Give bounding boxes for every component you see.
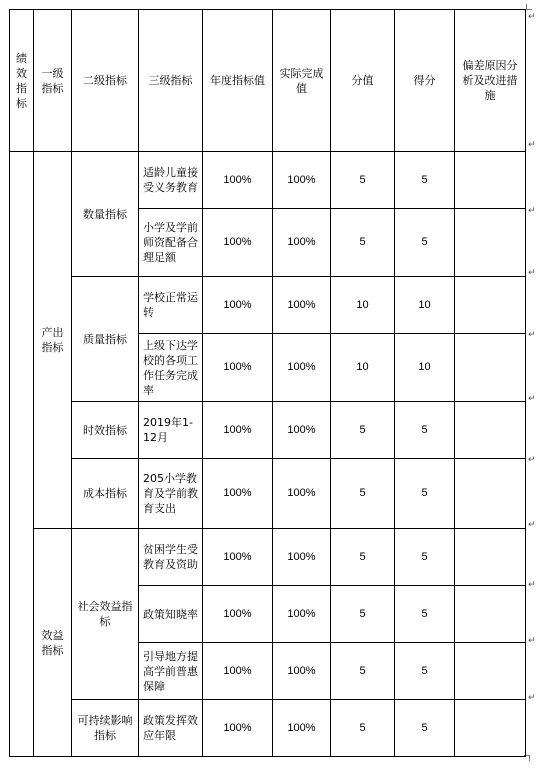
target-cell: 100%: [203, 209, 273, 277]
header-annual-target: 年度指标值: [203, 10, 273, 152]
level3-cell: 政策知晓率: [139, 586, 203, 643]
score-cell: 5: [331, 152, 395, 209]
level2-quantity: 数量指标: [72, 152, 139, 277]
got-cell: 5: [395, 529, 455, 586]
actual-cell: 100%: [273, 277, 331, 334]
reason-cell: [455, 586, 526, 643]
paragraph-mark: ↵: [528, 140, 536, 150]
score-cell: 5: [331, 402, 395, 459]
target-cell: 100%: [203, 529, 273, 586]
paragraph-mark: ↵: [528, 206, 536, 216]
target-cell: 100%: [203, 277, 273, 334]
got-cell: 5: [395, 459, 455, 529]
level3-cell: 学校正常运转: [139, 277, 203, 334]
got-cell: 5: [395, 402, 455, 459]
paragraph-mark: ↵: [528, 394, 536, 404]
reason-cell: [455, 277, 526, 334]
reason-cell: [455, 643, 526, 700]
level2-cost: 成本指标: [72, 459, 139, 529]
got-cell: 5: [395, 209, 455, 277]
level3-cell: 205小学教育及学前教育支出: [139, 459, 203, 529]
header-performance-indicator: 绩效指标: [10, 10, 34, 152]
level3-cell: 上级下达学校的各项工作任务完成率: [139, 334, 203, 402]
table-row: [10, 700, 526, 757]
header-level2: 二级指标: [72, 10, 139, 152]
level3-cell: 2019年1-12月: [139, 402, 203, 459]
reason-cell: [455, 700, 526, 757]
target-cell: 100%: [203, 334, 273, 402]
got-cell: 5: [395, 152, 455, 209]
score-cell: 5: [331, 459, 395, 529]
target-cell: 100%: [203, 459, 273, 529]
level1-output: 产出指标: [34, 152, 72, 529]
header-score-got: 得分: [395, 10, 455, 152]
target-cell: 100%: [203, 643, 273, 700]
actual-cell: 100%: [273, 334, 331, 402]
reason-cell: [455, 459, 526, 529]
header-level3: 三级指标: [139, 10, 203, 152]
header-actual-value: 实际完成值: [273, 10, 331, 152]
level3-cell: 贫困学生受教育及资助: [139, 529, 203, 586]
table-row: [10, 277, 526, 334]
actual-cell: 100%: [273, 459, 331, 529]
actual-cell: 100%: [273, 643, 331, 700]
score-cell: 5: [331, 643, 395, 700]
score-cell: 5: [331, 529, 395, 586]
paragraph-mark: ↵: [528, 268, 536, 278]
actual-cell: 100%: [273, 529, 331, 586]
actual-cell: 100%: [273, 152, 331, 209]
reason-cell: [455, 529, 526, 586]
level2-sustainable: 可持续影响指标: [72, 700, 139, 757]
reason-cell: [455, 334, 526, 402]
reason-cell: [455, 152, 526, 209]
paragraph-mark: ↵: [528, 330, 536, 340]
level2-social: 社会效益指标: [72, 529, 139, 700]
table-row: [10, 529, 526, 586]
target-cell: 100%: [203, 152, 273, 209]
score-cell: 5: [331, 209, 395, 277]
reason-cell: [455, 209, 526, 277]
table-row: [10, 459, 526, 529]
score-cell: 5: [331, 586, 395, 643]
level3-cell: 小学及学前师资配备合理足额: [139, 209, 203, 277]
score-cell: 10: [331, 277, 395, 334]
left-merged-cell: [10, 152, 34, 757]
score-cell: 5: [331, 700, 395, 757]
table-row: [10, 152, 526, 209]
header-deviation-reason: 偏差原因分析及改进措施: [455, 10, 526, 152]
reason-cell: [455, 402, 526, 459]
actual-cell: 100%: [273, 586, 331, 643]
table-row: [10, 402, 526, 459]
performance-indicator-table: [9, 9, 526, 757]
got-cell: 5: [395, 643, 455, 700]
page-corner-marker: [526, 4, 532, 10]
paragraph-mark: ↵: [528, 455, 536, 465]
paragraph-mark: ↵: [528, 520, 536, 530]
table-header-row: [10, 10, 526, 152]
paragraph-mark: ↵: [528, 12, 536, 22]
target-cell: 100%: [203, 402, 273, 459]
level3-cell: 政策发挥效应年限: [139, 700, 203, 757]
target-cell: 100%: [203, 586, 273, 643]
paragraph-mark: ↵: [528, 636, 536, 646]
got-cell: 5: [395, 586, 455, 643]
level2-quality: 质量指标: [72, 277, 139, 402]
level2-timeliness: 时效指标: [72, 402, 139, 459]
paragraph-mark: ↵: [528, 693, 536, 703]
level3-cell: 引导地方提高学前普惠保障: [139, 643, 203, 700]
actual-cell: 100%: [273, 209, 331, 277]
header-level1: 一级指标: [34, 10, 72, 152]
got-cell: 10: [395, 334, 455, 402]
score-cell: 10: [331, 334, 395, 402]
header-score-weight: 分值: [331, 10, 395, 152]
got-cell: 10: [395, 277, 455, 334]
level1-benefit: 效益指标: [34, 529, 72, 757]
paragraph-mark: ↵: [528, 580, 536, 590]
actual-cell: 100%: [273, 700, 331, 757]
actual-cell: 100%: [273, 402, 331, 459]
target-cell: 100%: [203, 700, 273, 757]
got-cell: 5: [395, 700, 455, 757]
level3-cell: 适龄儿童接受义务教育: [139, 152, 203, 209]
